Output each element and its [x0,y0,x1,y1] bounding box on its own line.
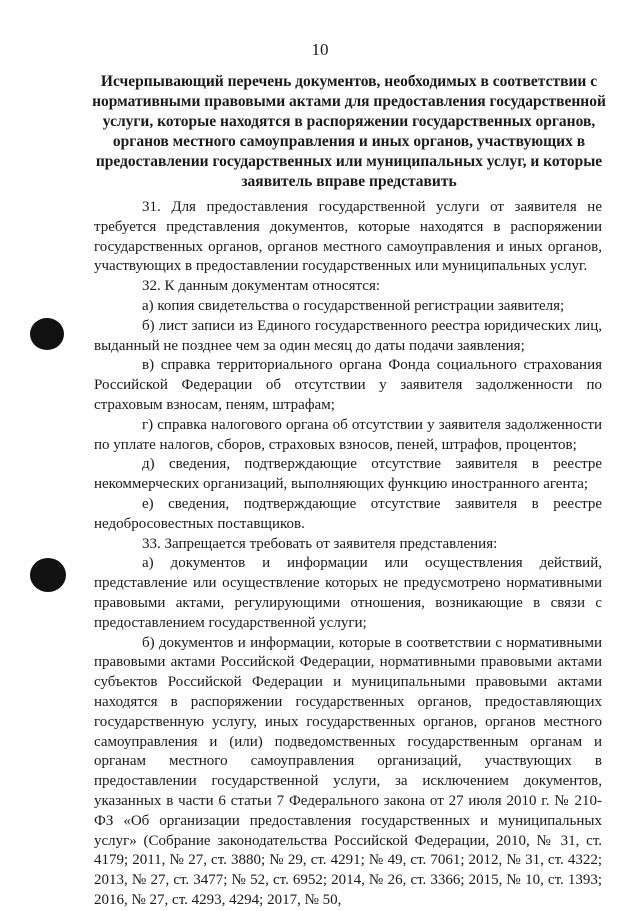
binding-hole-mark [30,318,64,350]
list-item-d: д) сведения, подтверждающие отсутствие заявителя в реестре некоммерческих организаций, выполняющих функцию иностранного агента; [94,456,602,493]
list-item-a: а) копия свидетельства о государственной регистрации заявителя; [142,297,565,314]
paragraph-31: 31. Для предоставления государственной услуги от заявителя не требуется представления документов, которые находятся в распоряжении государственных органов, органов местного самоуправления и иных органов, участвующих в предоставлении государственных или муниципальных услуг. [94,199,602,275]
list-item-g: г) справка налогового органа об отсутствии у заявителя задолженности по уплате налогов, сборов, страховых взносов, пеней, штрафов, процентов; [94,416,602,453]
body-text [94,198,602,911]
list-item-33-b: б) документов и информации, которые в соответствии с нормативными правовыми актами Российской Федерации, нормативными правовыми актами субъектов Российской Федерации и муниципальными правовыми актами находятся в распоряжении государственных органов, предоставляющих государственную услугу, иных государственных органов, органов местного самоуправления и (или) подведомственных государственным органам и органам местного самоуправления организаций, участвующих в предоставлении государственной услуги, за исключением документов, указанных в части 6 статьи 7 Федерального закона от 27 июля 2010 г. № 210-ФЗ «Об организации предоставления государственных и муниципальных услуг» (Собрание законодательства Российской Федерации, 2010, № 31, ст. 4179; 2011, № 27, ст. 3880; № 29, ст. 4291; № 49, ст. 7061; 2012, № 31, ст. 4322; 2013, № 27, ст. 3477; № 52, ст. 6952; 2014, № 26, ст. 3366; 2015, № 10, ст. 1393; 2016, № 27, ст. 4293, 4294; 2017, № 50, [94,634,602,908]
list-item-33-a: а) документов и информации или осуществления действий, представление или осуществление которых не предусмотрено нормативными правовыми актами, регулирующими отношения, возникающие в связи с предоставлением государственной услуги; [94,555,602,631]
list-item-e: е) сведения, подтверждающие отсутствие заявителя в реестре недобросовестных поставщиков. [94,495,602,532]
paragraph-32: 32. К данным документам относятся: [142,278,381,295]
page-number: 10 [311,40,329,59]
paragraph-33: 33. Запрещается требовать от заявителя представления: [142,535,498,552]
binding-hole-mark [30,558,66,592]
section-heading: Исчерпывающий перечень документов, необходимых в соответствии с нормативными правовыми актами для предоставления государственной услуги, которые находятся в распоряжении государственных органов, органов местного самоуправления и иных органов, участвующих в предоставлении государственных или муниципальных услуг, и которые заявитель вправе представить [92,73,606,190]
list-item-v: в) справка территориального органа Фонда социального страхования Российской Федерации об отсутствии у заявителя задолженности по страховым взносам, пеням, штрафам; [94,357,602,413]
list-item-b: б) лист записи из Единого государственного реестра юридических лиц, выданный не позднее чем за один месяц до даты подачи заявления; [94,317,602,354]
